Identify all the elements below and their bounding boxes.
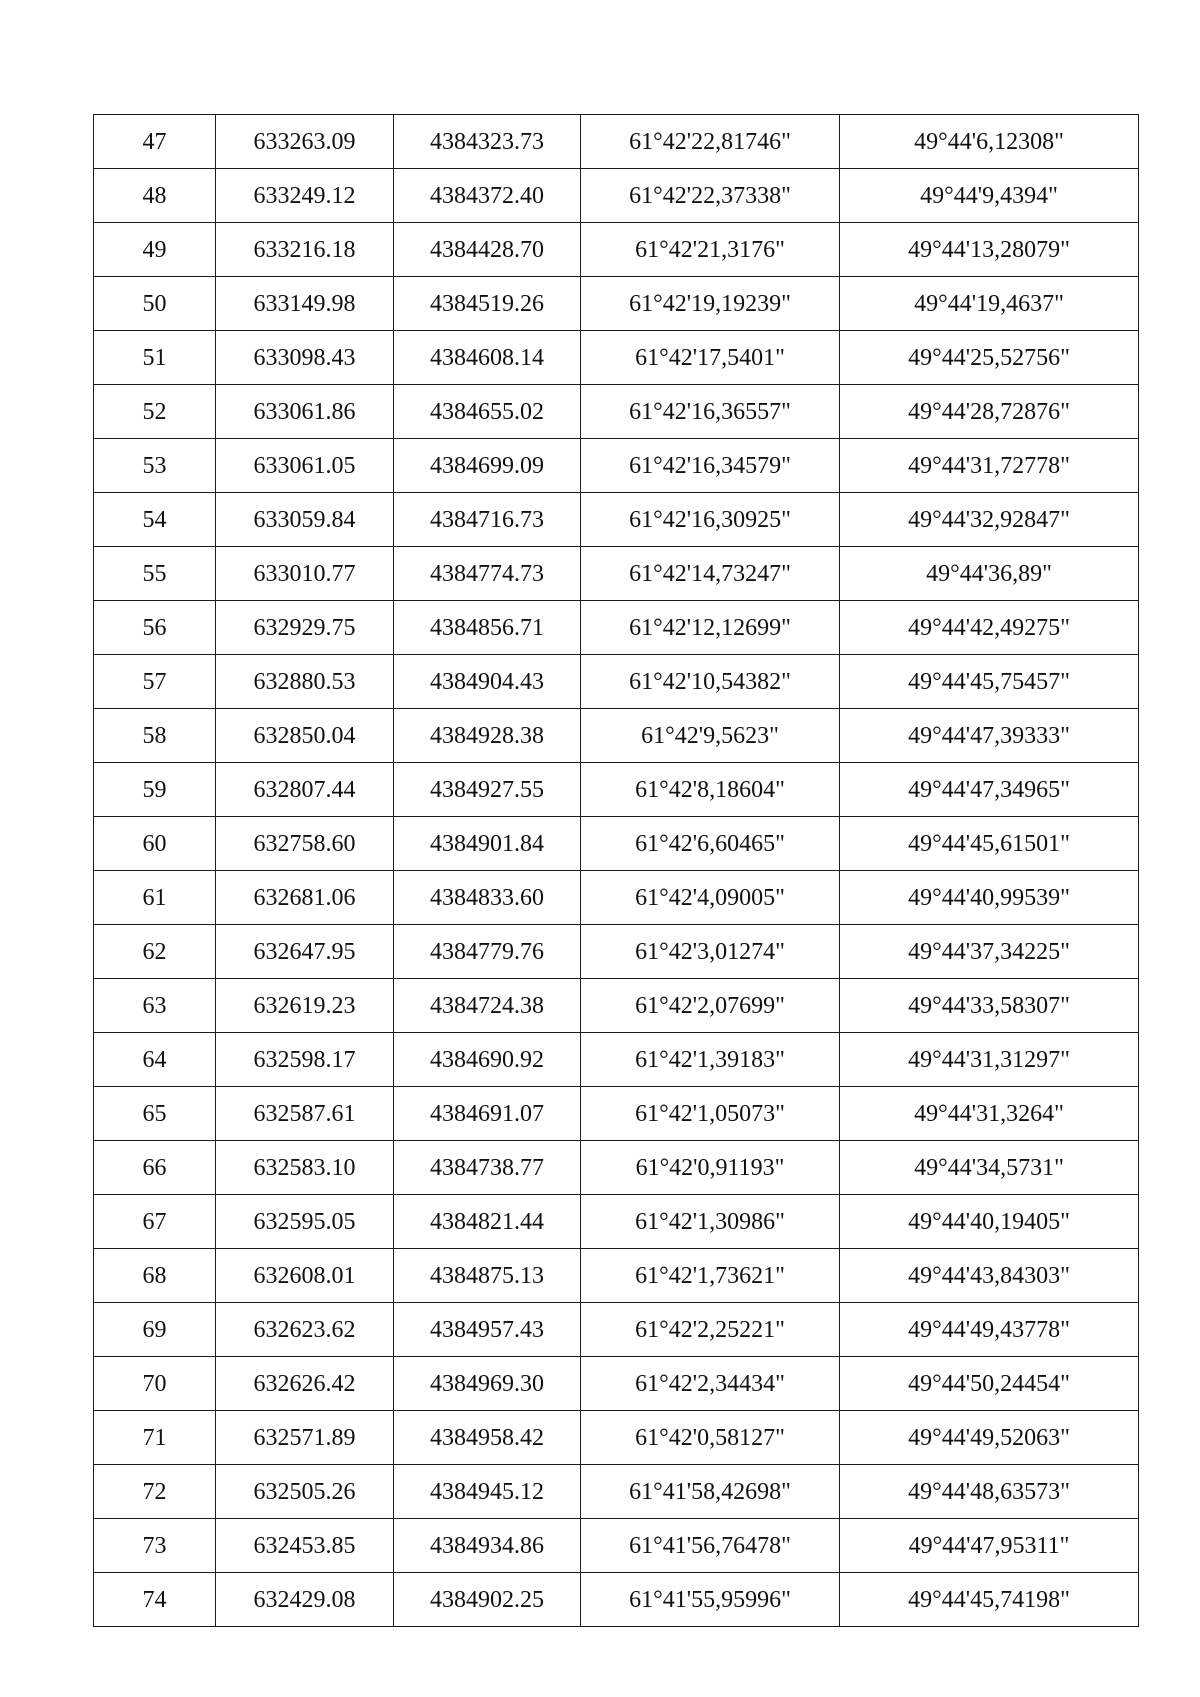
table-row <box>94 763 1139 817</box>
table-row <box>94 817 1139 871</box>
point-number-cell: 56 <box>94 601 216 655</box>
latitude-cell: 49°44'49,43778" <box>840 1303 1139 1357</box>
x-coordinate-cell: 633010.77 <box>216 547 394 601</box>
point-number-cell: 50 <box>94 277 216 331</box>
y-coordinate-cell: 4384774.73 <box>394 547 581 601</box>
x-coordinate-cell: 632453.85 <box>216 1519 394 1573</box>
longitude-cell: 61°42'8,18604" <box>581 763 840 817</box>
latitude-cell: 49°44'42,49275" <box>840 601 1139 655</box>
y-coordinate-cell: 4384901.84 <box>394 817 581 871</box>
table-row <box>94 547 1139 601</box>
y-coordinate-cell: 4384779.76 <box>394 925 581 979</box>
table-row <box>94 115 1139 169</box>
table-row <box>94 1411 1139 1465</box>
coordinates-table <box>93 114 1139 1627</box>
x-coordinate-cell: 632429.08 <box>216 1573 394 1627</box>
point-number-cell: 66 <box>94 1141 216 1195</box>
table-row <box>94 331 1139 385</box>
longitude-cell: 61°41'56,76478" <box>581 1519 840 1573</box>
latitude-cell: 49°44'47,39333" <box>840 709 1139 763</box>
longitude-cell: 61°42'2,25221" <box>581 1303 840 1357</box>
point-number-cell: 61 <box>94 871 216 925</box>
latitude-cell: 49°44'40,99539" <box>840 871 1139 925</box>
point-number-cell: 68 <box>94 1249 216 1303</box>
longitude-cell: 61°42'3,01274" <box>581 925 840 979</box>
x-coordinate-cell: 632619.23 <box>216 979 394 1033</box>
longitude-cell: 61°42'22,37338" <box>581 169 840 223</box>
longitude-cell: 61°42'0,58127" <box>581 1411 840 1465</box>
y-coordinate-cell: 4384428.70 <box>394 223 581 277</box>
latitude-cell: 49°44'33,58307" <box>840 979 1139 1033</box>
latitude-cell: 49°44'25,52756" <box>840 331 1139 385</box>
point-number-cell: 62 <box>94 925 216 979</box>
table-row <box>94 1087 1139 1141</box>
table-row <box>94 223 1139 277</box>
table-row <box>94 709 1139 763</box>
y-coordinate-cell: 4384655.02 <box>394 385 581 439</box>
y-coordinate-cell: 4384608.14 <box>394 331 581 385</box>
x-coordinate-cell: 632595.05 <box>216 1195 394 1249</box>
x-coordinate-cell: 632623.62 <box>216 1303 394 1357</box>
point-number-cell: 67 <box>94 1195 216 1249</box>
latitude-cell: 49°44'48,63573" <box>840 1465 1139 1519</box>
table-row <box>94 1249 1139 1303</box>
y-coordinate-cell: 4384927.55 <box>394 763 581 817</box>
point-number-cell: 57 <box>94 655 216 709</box>
x-coordinate-cell: 633216.18 <box>216 223 394 277</box>
x-coordinate-cell: 633098.43 <box>216 331 394 385</box>
table-row <box>94 871 1139 925</box>
table-row <box>94 1465 1139 1519</box>
longitude-cell: 61°41'58,42698" <box>581 1465 840 1519</box>
x-coordinate-cell: 632880.53 <box>216 655 394 709</box>
longitude-cell: 61°41'55,95996" <box>581 1573 840 1627</box>
latitude-cell: 49°44'45,61501" <box>840 817 1139 871</box>
table-row <box>94 655 1139 709</box>
longitude-cell: 61°42'17,5401" <box>581 331 840 385</box>
x-coordinate-cell: 632608.01 <box>216 1249 394 1303</box>
y-coordinate-cell: 4384902.25 <box>394 1573 581 1627</box>
y-coordinate-cell: 4384904.43 <box>394 655 581 709</box>
table-row <box>94 493 1139 547</box>
point-number-cell: 47 <box>94 115 216 169</box>
point-number-cell: 72 <box>94 1465 216 1519</box>
latitude-cell: 49°44'50,24454" <box>840 1357 1139 1411</box>
point-number-cell: 59 <box>94 763 216 817</box>
x-coordinate-cell: 632647.95 <box>216 925 394 979</box>
x-coordinate-cell: 632583.10 <box>216 1141 394 1195</box>
latitude-cell: 49°44'13,28079" <box>840 223 1139 277</box>
point-number-cell: 71 <box>94 1411 216 1465</box>
longitude-cell: 61°42'19,19239" <box>581 277 840 331</box>
table-row <box>94 1195 1139 1249</box>
x-coordinate-cell: 632850.04 <box>216 709 394 763</box>
y-coordinate-cell: 4384821.44 <box>394 1195 581 1249</box>
longitude-cell: 61°42'16,36557" <box>581 385 840 439</box>
y-coordinate-cell: 4384969.30 <box>394 1357 581 1411</box>
y-coordinate-cell: 4384519.26 <box>394 277 581 331</box>
longitude-cell: 61°42'16,34579" <box>581 439 840 493</box>
point-number-cell: 53 <box>94 439 216 493</box>
x-coordinate-cell: 632626.42 <box>216 1357 394 1411</box>
longitude-cell: 61°42'6,60465" <box>581 817 840 871</box>
coordinates-table-body <box>94 115 1139 1627</box>
y-coordinate-cell: 4384716.73 <box>394 493 581 547</box>
point-number-cell: 55 <box>94 547 216 601</box>
x-coordinate-cell: 632587.61 <box>216 1087 394 1141</box>
y-coordinate-cell: 4384691.07 <box>394 1087 581 1141</box>
point-number-cell: 73 <box>94 1519 216 1573</box>
latitude-cell: 49°44'43,84303" <box>840 1249 1139 1303</box>
longitude-cell: 61°42'22,81746" <box>581 115 840 169</box>
y-coordinate-cell: 4384875.13 <box>394 1249 581 1303</box>
longitude-cell: 61°42'10,54382" <box>581 655 840 709</box>
point-number-cell: 51 <box>94 331 216 385</box>
y-coordinate-cell: 4384945.12 <box>394 1465 581 1519</box>
x-coordinate-cell: 633249.12 <box>216 169 394 223</box>
point-number-cell: 48 <box>94 169 216 223</box>
table-row <box>94 1519 1139 1573</box>
x-coordinate-cell: 632929.75 <box>216 601 394 655</box>
table-row <box>94 1357 1139 1411</box>
latitude-cell: 49°44'31,31297" <box>840 1033 1139 1087</box>
table-row <box>94 169 1139 223</box>
point-number-cell: 69 <box>94 1303 216 1357</box>
y-coordinate-cell: 4384738.77 <box>394 1141 581 1195</box>
table-row <box>94 1141 1139 1195</box>
latitude-cell: 49°44'31,3264" <box>840 1087 1139 1141</box>
latitude-cell: 49°44'32,92847" <box>840 493 1139 547</box>
table-row <box>94 385 1139 439</box>
latitude-cell: 49°44'36,89" <box>840 547 1139 601</box>
latitude-cell: 49°44'31,72778" <box>840 439 1139 493</box>
y-coordinate-cell: 4384833.60 <box>394 871 581 925</box>
y-coordinate-cell: 4384958.42 <box>394 1411 581 1465</box>
longitude-cell: 61°42'9,5623" <box>581 709 840 763</box>
point-number-cell: 74 <box>94 1573 216 1627</box>
table-row <box>94 601 1139 655</box>
longitude-cell: 61°42'21,3176" <box>581 223 840 277</box>
table-row <box>94 925 1139 979</box>
latitude-cell: 49°44'28,72876" <box>840 385 1139 439</box>
longitude-cell: 61°42'1,39183" <box>581 1033 840 1087</box>
x-coordinate-cell: 633059.84 <box>216 493 394 547</box>
longitude-cell: 61°42'1,30986" <box>581 1195 840 1249</box>
longitude-cell: 61°42'1,73621" <box>581 1249 840 1303</box>
table-row <box>94 439 1139 493</box>
y-coordinate-cell: 4384934.86 <box>394 1519 581 1573</box>
x-coordinate-cell: 632571.89 <box>216 1411 394 1465</box>
latitude-cell: 49°44'37,34225" <box>840 925 1139 979</box>
table-row <box>94 1033 1139 1087</box>
longitude-cell: 61°42'1,05073" <box>581 1087 840 1141</box>
latitude-cell: 49°44'45,74198" <box>840 1573 1139 1627</box>
point-number-cell: 64 <box>94 1033 216 1087</box>
table-row <box>94 1573 1139 1627</box>
y-coordinate-cell: 4384957.43 <box>394 1303 581 1357</box>
x-coordinate-cell: 632807.44 <box>216 763 394 817</box>
latitude-cell: 49°44'47,95311" <box>840 1519 1139 1573</box>
x-coordinate-cell: 632681.06 <box>216 871 394 925</box>
x-coordinate-cell: 633263.09 <box>216 115 394 169</box>
table-row <box>94 277 1139 331</box>
latitude-cell: 49°44'40,19405" <box>840 1195 1139 1249</box>
latitude-cell: 49°44'19,4637" <box>840 277 1139 331</box>
table-row <box>94 1303 1139 1357</box>
x-coordinate-cell: 633061.86 <box>216 385 394 439</box>
y-coordinate-cell: 4384928.38 <box>394 709 581 763</box>
point-number-cell: 65 <box>94 1087 216 1141</box>
latitude-cell: 49°44'9,4394" <box>840 169 1139 223</box>
longitude-cell: 61°42'2,07699" <box>581 979 840 1033</box>
y-coordinate-cell: 4384699.09 <box>394 439 581 493</box>
x-coordinate-cell: 633149.98 <box>216 277 394 331</box>
point-number-cell: 49 <box>94 223 216 277</box>
point-number-cell: 58 <box>94 709 216 763</box>
point-number-cell: 63 <box>94 979 216 1033</box>
latitude-cell: 49°44'45,75457" <box>840 655 1139 709</box>
point-number-cell: 52 <box>94 385 216 439</box>
longitude-cell: 61°42'0,91193" <box>581 1141 840 1195</box>
table-row <box>94 979 1139 1033</box>
x-coordinate-cell: 633061.05 <box>216 439 394 493</box>
longitude-cell: 61°42'4,09005" <box>581 871 840 925</box>
x-coordinate-cell: 632598.17 <box>216 1033 394 1087</box>
y-coordinate-cell: 4384690.92 <box>394 1033 581 1087</box>
longitude-cell: 61°42'12,12699" <box>581 601 840 655</box>
latitude-cell: 49°44'47,34965" <box>840 763 1139 817</box>
y-coordinate-cell: 4384323.73 <box>394 115 581 169</box>
y-coordinate-cell: 4384856.71 <box>394 601 581 655</box>
point-number-cell: 60 <box>94 817 216 871</box>
longitude-cell: 61°42'14,73247" <box>581 547 840 601</box>
y-coordinate-cell: 4384372.40 <box>394 169 581 223</box>
x-coordinate-cell: 632758.60 <box>216 817 394 871</box>
latitude-cell: 49°44'6,12308" <box>840 115 1139 169</box>
longitude-cell: 61°42'16,30925" <box>581 493 840 547</box>
point-number-cell: 70 <box>94 1357 216 1411</box>
latitude-cell: 49°44'49,52063" <box>840 1411 1139 1465</box>
x-coordinate-cell: 632505.26 <box>216 1465 394 1519</box>
point-number-cell: 54 <box>94 493 216 547</box>
y-coordinate-cell: 4384724.38 <box>394 979 581 1033</box>
longitude-cell: 61°42'2,34434" <box>581 1357 840 1411</box>
latitude-cell: 49°44'34,5731" <box>840 1141 1139 1195</box>
